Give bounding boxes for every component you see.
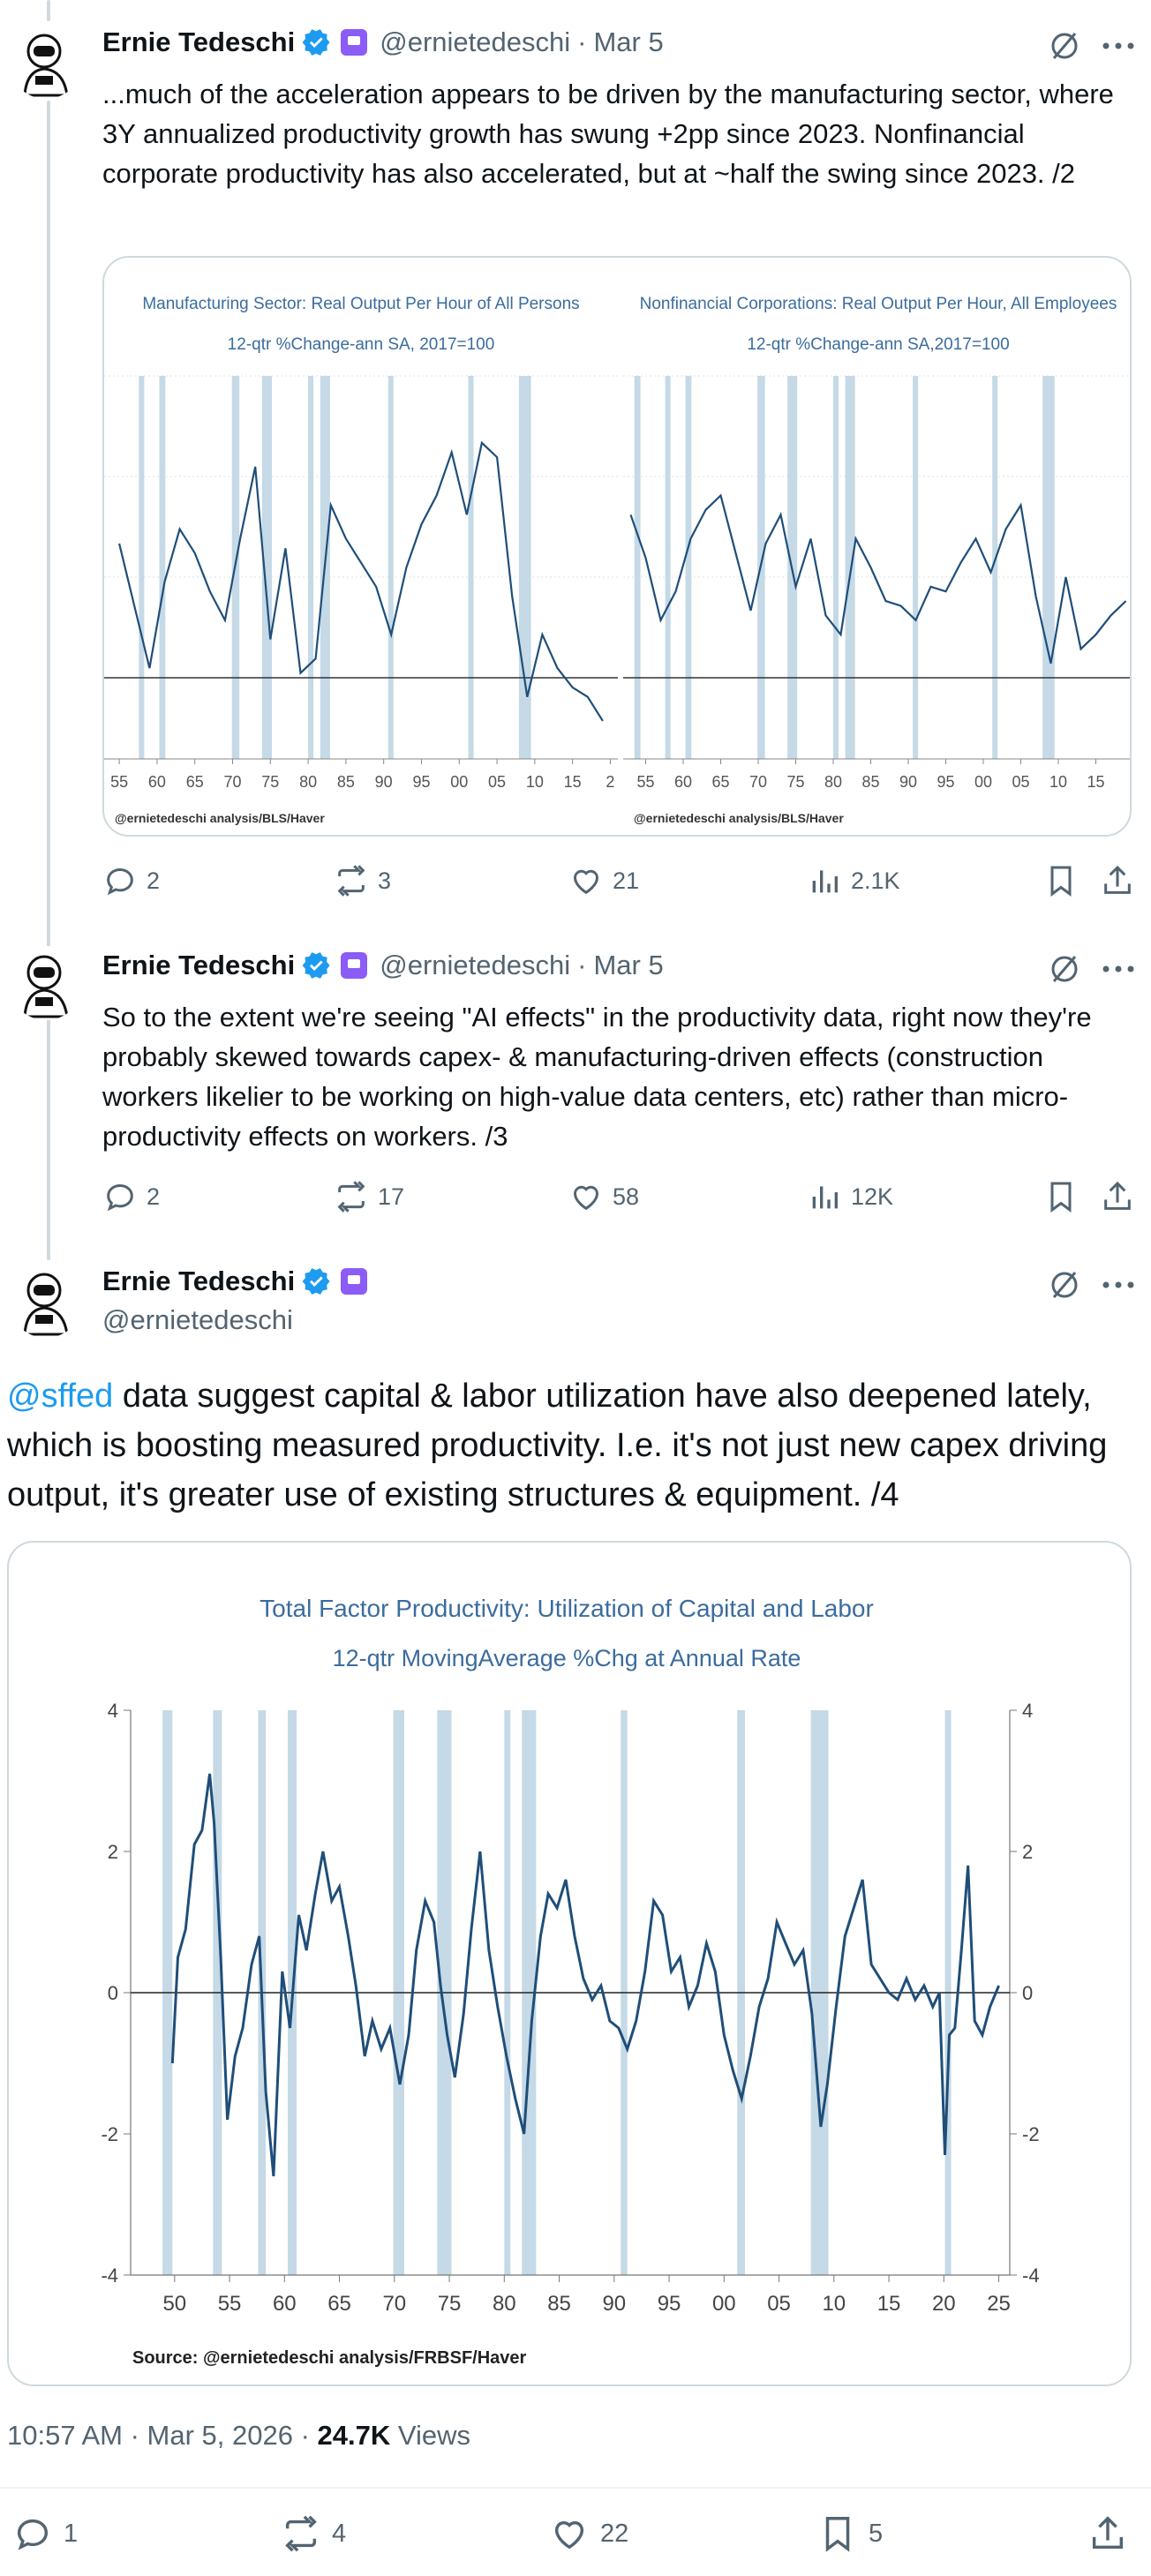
tweet-text: ...much of the acceleration appears to be driven by the manufacturing sector, where 3Y annualized productivity growth has swung +2pp since 2023. Nonfinancial corporate productivity has also accelerated, but at ~half the swing since 2023. /2 [102,79,1114,189]
tweet-header [102,950,664,981]
author-handle[interactable]: @ernietedeschi [102,1304,293,1335]
x-tick-label: 00 [711,2292,736,2316]
chart-title: Manufacturing Sector: Real Output Per Hour of All Persons [142,295,580,313]
thread-line [47,0,50,21]
like-button[interactable] [549,2513,628,2554]
bookmark-count: 5 [869,2519,884,2548]
x-tick-label: 90 [602,2292,627,2316]
reply-button[interactable] [12,2513,78,2554]
repost-count: 3 [378,867,392,894]
reply-count: 1 [64,2519,79,2548]
chart-title: Nonfinancial Corporations: Real Output Per Hour, All Employees [639,295,1117,313]
bookmark-icon [1043,1179,1079,1214]
tweet-header [102,1265,367,1297]
recession-bar [308,376,313,759]
more-options-icon[interactable] [1098,1267,1139,1303]
author-handle[interactable]: @ernietedeschi [380,950,571,980]
analytics-icon [807,863,842,898]
reply-icon [102,1179,138,1214]
tweet-actions [102,1179,1144,1218]
x-tick-label: 85 [336,773,355,791]
author-name[interactable]: Ernie Tedeschi [102,26,296,57]
divider [0,2487,1151,2489]
repost-button[interactable] [334,863,391,898]
share-icon [1100,1179,1135,1214]
thread-line [47,101,50,948]
affiliate-badge-icon[interactable] [341,29,367,56]
thread-line [47,1004,50,1260]
x-tick-label: 15 [563,773,582,791]
tweet-body: data suggest capital & labor utilization have also deepened lately, which is boosting measured productivity. I.e. it's not just new capex driving output, it's greater use of existing structures & equipment. /4 [7,1378,1108,1513]
tweet-date[interactable]: Mar 5 [593,950,664,980]
verified-badge-icon[interactable] [302,27,332,57]
x-tick-label: 65 [185,773,204,791]
x-tick-label: 10 [822,2292,846,2316]
avatar[interactable] [9,946,83,1020]
recession-bar [913,376,918,759]
y-tick-label-right: 4 [1022,1700,1034,1722]
recession-bar [1042,376,1055,759]
x-tick-label: 75 [786,773,805,791]
x-tick-label: 70 [382,2292,407,2316]
share-icon [1100,863,1135,898]
repost-icon [334,1179,369,1214]
reply-icon [12,2513,53,2554]
x-tick-label: 60 [272,2292,297,2316]
heart-icon [549,2513,590,2554]
reply-count: 2 [147,1183,161,1210]
x-tick-label: 95 [937,773,955,791]
analytics-icon [807,1179,842,1214]
x-tick-label: 55 [217,2292,242,2316]
grok-icon[interactable] [1047,1267,1082,1303]
like-button[interactable] [568,1179,639,1214]
x-tick-label: 2 [606,773,615,791]
bookmark-icon [817,2513,858,2554]
x-tick-label: 55 [636,773,655,791]
y-tick-label-left: 0 [107,1982,118,2004]
x-tick-label: 90 [899,773,918,791]
verified-badge-icon[interactable] [302,950,332,980]
tweet-full-date[interactable]: Mar 5, 2026 [147,2420,293,2451]
x-tick-label: 10 [1049,773,1068,791]
x-tick-label: 85 [861,773,880,791]
x-tick-label: 15 [876,2292,901,2316]
y-tick-label-left: -4 [101,2264,118,2287]
x-tick-label: 65 [327,2292,351,2316]
bookmark-button[interactable] [1043,1179,1087,1214]
repost-count: 17 [378,1183,405,1210]
repost-icon [334,863,369,898]
x-tick-label: 05 [767,2292,791,2316]
separator-dot: · [577,950,587,980]
handle-row [102,1304,293,1336]
chart-image-productivity-panels[interactable] [102,256,1132,837]
x-tick-label: 25 [987,2292,1011,2316]
author-name[interactable]: Ernie Tedeschi [102,950,296,980]
views-button[interactable] [807,1179,893,1214]
tweet-meta [7,2420,470,2452]
like-count: 58 [613,1183,640,1210]
more-options-icon[interactable] [1098,951,1139,987]
grok-icon[interactable] [1047,28,1082,64]
x-tick-label: 75 [437,2292,462,2316]
author-name[interactable]: Ernie Tedeschi [102,1265,296,1296]
x-tick-label: 85 [547,2292,571,2316]
bookmark-button[interactable] [1043,863,1087,898]
astronaut-avatar-icon [9,1264,83,1338]
recession-bar [159,376,165,759]
avatar[interactable] [9,1264,83,1338]
reply-button[interactable] [102,863,160,898]
x-tick-label: 00 [450,773,469,791]
repost-icon [281,2513,321,2554]
y-tick-label-right: 2 [1022,1841,1034,1863]
tweet-header [102,26,664,58]
x-tick-label: 10 [525,773,544,791]
reply-count: 2 [147,867,161,894]
y-tick-label-left: 2 [107,1841,118,1863]
x-tick-label: 55 [110,773,129,791]
productivity-charts-svg [104,258,1132,837]
affiliate-badge-icon[interactable] [341,1268,367,1295]
recession-bar [833,376,839,759]
repost-count: 4 [332,2519,347,2548]
tweet-text [7,1371,1146,1520]
share-button[interactable] [1100,1179,1144,1214]
x-tick-label: 95 [412,773,431,791]
x-tick-label: 90 [374,773,393,791]
chart-source: Source: @ernietedeschi analysis/FRBSF/Haver [132,2348,527,2368]
repost-button[interactable] [334,1179,404,1214]
chart-source: @ernietedeschi analysis/BLS/Haver [634,811,844,825]
avatar[interactable] [9,25,83,99]
x-tick-label: 15 [1087,773,1105,791]
y-tick-label-right: -4 [1022,2264,1040,2287]
x-tick-label: 65 [711,773,730,791]
verified-badge-icon[interactable] [302,1266,332,1296]
recession-bar [666,376,671,759]
y-tick-label-left: 4 [107,1700,118,1722]
x-tick-label: 60 [147,773,166,791]
chart-subtitle: 12-qtr %Change-ann SA,2017=100 [747,335,1010,354]
chart-title: Total Factor Productivity: Utilization of Capital and Labor [260,1595,874,1622]
bookmark-button[interactable] [817,2513,883,2554]
views-label: Views [390,2420,471,2451]
repost-button[interactable] [281,2513,346,2554]
meta-separator: · [292,2420,318,2451]
reply-button[interactable] [102,1179,160,1214]
tfp-utilization-chart-svg [9,1543,1132,2386]
x-tick-label: 75 [261,773,280,791]
like-button[interactable] [568,863,639,898]
heart-icon [568,863,604,898]
view-count-bold: 24.7K [317,2420,391,2451]
like-count: 21 [613,867,640,894]
bookmark-icon [1043,863,1079,898]
x-tick-label: 80 [824,773,843,791]
chart-subtitle: 12-qtr MovingAverage %Chg at Annual Rate [332,1645,801,1671]
x-tick-label: 80 [299,773,318,791]
recession-bar [388,376,394,759]
grok-icon[interactable] [1047,951,1082,987]
share-icon [1087,2513,1128,2554]
x-tick-label: 80 [492,2292,516,2316]
share-button[interactable] [1100,863,1144,898]
recession-bar [686,376,692,759]
x-tick-label: 00 [974,773,993,791]
chart-image-tfp-utilization[interactable] [7,1541,1132,2386]
mention-link[interactable]: @sffed [7,1378,114,1415]
x-tick-label: 70 [223,773,242,791]
astronaut-avatar-icon [9,25,83,99]
affiliate-badge-icon[interactable] [341,952,367,979]
recession-bar [846,376,855,759]
x-tick-label: 70 [749,773,768,791]
chart-subtitle: 12-qtr %Change-ann SA, 2017=100 [227,335,495,354]
more-options-icon[interactable] [1098,28,1139,64]
y-tick-label-right: 0 [1022,1982,1034,2004]
meta-separator: · [122,2420,147,2451]
views-button[interactable] [807,863,900,898]
reply-icon [102,863,138,898]
x-tick-label: 05 [1012,773,1030,791]
tweet-text: So to the extent we're seeing "AI effects" in the productivity data, right now they're probably skewed towards capex- & manufacturing-driven effects (construction workers likelier to be working on high-value data centers, etc) rather than micro-productivity effects on workers. /3 [102,1002,1092,1152]
tweet-actions [102,863,1144,902]
view-count: 12K [851,1183,894,1210]
view-count: 2.1K [851,867,900,894]
chart-source: @ernietedeschi analysis/BLS/Haver [115,811,325,825]
x-tick-label: 60 [673,773,693,791]
recession-bar [139,376,144,759]
y-tick-label-left: -2 [101,2123,118,2145]
x-tick-label: 50 [162,2292,187,2316]
tweet-time[interactable]: 10:57 AM [7,2420,123,2451]
separator-dot: · [577,26,587,57]
x-tick-label: 95 [657,2292,681,2316]
recession-bar [519,376,531,759]
tweet-date[interactable]: Mar 5 [593,26,664,57]
x-tick-label: 05 [488,773,507,791]
recession-bar [469,376,474,759]
share-button[interactable] [1087,2513,1139,2554]
astronaut-avatar-icon [9,946,83,1020]
recession-bar [635,376,641,759]
main-tweet-actions [0,2513,1151,2557]
y-tick-label-right: -2 [1022,2123,1040,2145]
like-count: 22 [600,2519,629,2548]
author-handle[interactable]: @ernietedeschi [380,26,571,57]
x-tick-label: 20 [931,2292,956,2316]
heart-icon [568,1179,604,1214]
